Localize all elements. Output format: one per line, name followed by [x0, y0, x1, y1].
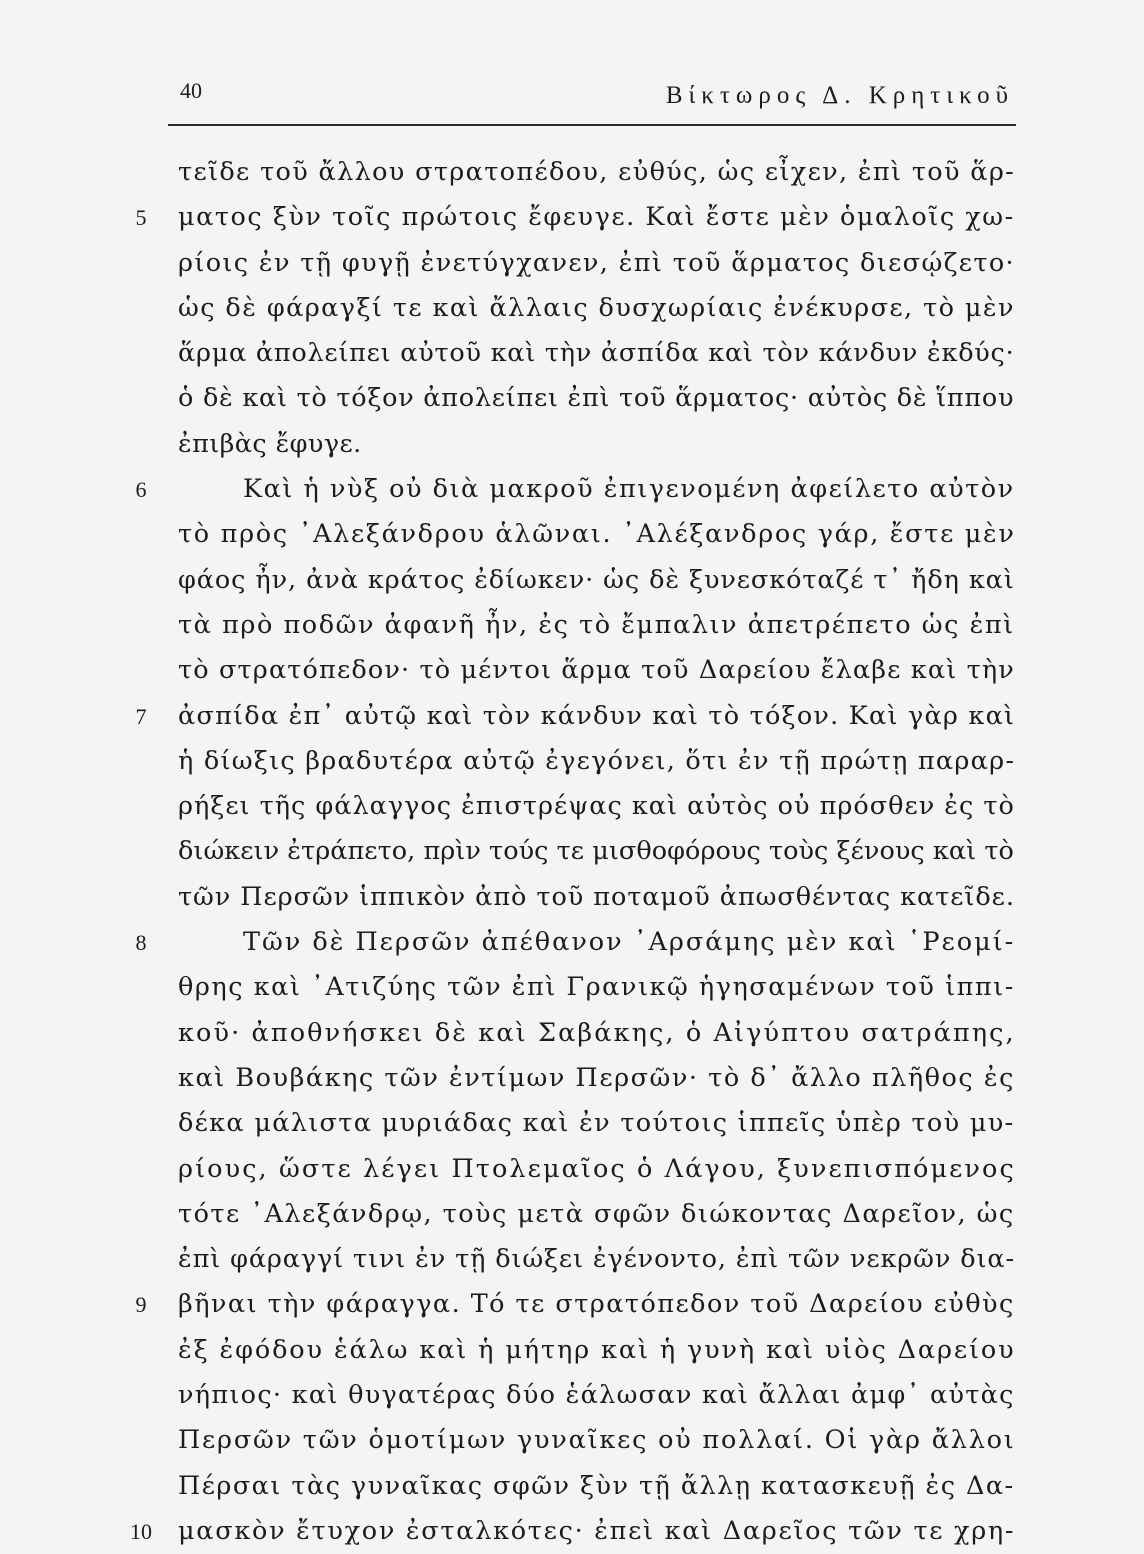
text-line — [128, 784, 1018, 829]
line-text: θρης καὶ ᾿Ατιζύης τῶν ἐπὶ Γρανικῷ ἡγησαμένων τοῦ ἱππι- — [178, 972, 1015, 1003]
text-line — [128, 150, 1018, 195]
line-text: ἀσπίδα ἐπ᾿ αὐτῷ καὶ τὸν κάνδυν καὶ τὸ τόξον. Καὶ γὰρ καὶ — [178, 700, 1016, 731]
section-number: 7 — [135, 703, 147, 729]
line-text: τὸ στρατόπεδον· τὸ μέντοι ἅρμα τοῦ Δαρείου ἔλαβε καὶ τὴν — [178, 655, 1015, 686]
line-text: Περσῶν τῶν ὁμοτίμων γυναῖκες οὐ πολλαί. Οἱ γὰρ ἄλλοι — [178, 1425, 1016, 1456]
text-line — [128, 1237, 1018, 1282]
text-line — [128, 694, 1018, 739]
text-line — [128, 1373, 1018, 1418]
line-text: καὶ Βουβάκης τῶν ἐντίμων Περσῶν· τὸ δ᾿ ἄλλο πλῆθος ἐς — [178, 1062, 1015, 1093]
line-text: ἐπιβὰς ἔφυγε. — [178, 428, 362, 459]
running-title: Βίκτωρος Δ. Κρητικοῦ — [665, 82, 1014, 109]
line-text: ἐξ ἐφόδου ἑάλω καὶ ἡ μήτηρ καὶ ἡ γυνὴ καὶ υἱὸς Δαρείου — [178, 1334, 1016, 1365]
text-body — [128, 150, 1018, 1554]
section-number: 5 — [135, 205, 147, 231]
line-text: ἐπὶ φάραγγί τινι ἐν τῇ διώξει ἐγένοντο, ἐπὶ τῶν νεκρῶν δια- — [178, 1244, 1015, 1275]
section-number: 9 — [135, 1292, 147, 1318]
line-text: ρήξει τῆς φάλαγγος ἐπιστρέψας καὶ αὐτὸς οὐ πρόσθεν ἐς τὸ — [178, 791, 1015, 822]
text-line — [128, 1147, 1018, 1192]
line-text: τὰ πρὸ ποδῶν ἀφανῆ ἦν, ἐς τὸ ἔμπαλιν ἀπετρέπετο ὡς ἐπὶ — [178, 609, 1015, 640]
text-line — [128, 422, 1018, 467]
line-text: τεῖδε τοῦ ἄλλου στρατοπέδου, εὐθύς, ὡς εἶχεν, ἐπὶ τοῦ ἅρ- — [178, 157, 1016, 187]
line-text: Καὶ ἡ νὺξ οὐ διὰ μακροῦ ἐπιγενομένη ἀφείλετο αὐτὸν — [243, 474, 1015, 505]
line-text: τότε ᾿Αλεξάνδρῳ, τοὺς μετὰ σφῶν διώκοντας Δαρεῖον, ὡς — [178, 1198, 1015, 1229]
section-number: 8 — [135, 930, 147, 956]
text-line — [128, 376, 1018, 421]
text-line — [128, 1101, 1018, 1146]
text-line — [128, 1282, 1018, 1327]
line-text: κοῦ· ἀποθνήσκει δὲ καὶ Σαβάκης, ὁ Αἰγύπτου σατράπης, — [178, 1017, 1016, 1048]
line-text: Τῶν δὲ Περσῶν ἀπέθανον ᾿Αρσάμης μὲν καὶ ῾Ρεομί- — [243, 927, 1016, 958]
text-line — [128, 195, 1018, 240]
text-line — [128, 512, 1018, 557]
line-text: ρίοις ἐν τῇ φυγῇ ἐνετύγχανεν, ἐπὶ τοῦ ἅρματος διεσῴζετο· — [178, 247, 1016, 278]
text-line — [128, 965, 1018, 1010]
line-text: ρίους, ὥστε λέγει Πτολεμαῖος ὁ Λάγου, ξυνεπισπόμενος — [178, 1153, 1016, 1184]
page-number: 40 — [180, 78, 202, 103]
line-text: Πέρσαι τὰς γυναῖκας σφῶν ξὺν τῇ ἄλλῃ κατασκευῇ ἐς Δα- — [178, 1470, 1015, 1501]
line-text: ἡ δίωξις βραδυτέρα αὐτῷ ἐγεγόνει, ὅτι ἐν τῇ πρώτῃ παραρ- — [178, 745, 1016, 776]
text-line — [128, 1011, 1018, 1056]
text-line — [128, 241, 1018, 286]
line-text: φάος ἦν, ἀνὰ κράτος ἐδίωκεν· ὡς δὲ ξυνεσκόταζέ τ᾿ ἤδη καὶ — [178, 564, 1015, 595]
section-number: 6 — [135, 477, 147, 503]
text-line — [128, 829, 1018, 874]
section-number: 10 — [130, 1518, 152, 1544]
line-text: τὸ πρὸς ᾿Αλεξάνδρου ἁλῶναι. ᾿Αλέξανδρος γάρ, ἔστε μὲν — [178, 519, 1016, 550]
line-text: δέκα μάλιστα μυριάδας καὶ ἐν τούτοις ἱππεῖς ὑπὲρ τοὺ μυ- — [178, 1108, 1015, 1139]
text-line — [128, 603, 1018, 648]
line-text: ὁ δὲ καὶ τὸ τόξον ἀπολείπει ἐπὶ τοῦ ἅρματος· αὐτὸς δὲ ἵππου — [178, 383, 1015, 414]
text-line — [128, 1056, 1018, 1101]
text-line — [128, 1464, 1018, 1509]
text-line — [128, 1418, 1018, 1463]
line-text: ὡς δὲ φάραγξί τε καὶ ἄλλαις δυσχωρίαις ἐνέκυρσε, τὸ μὲν — [178, 292, 1015, 323]
text-line — [128, 1192, 1018, 1237]
line-text: μασκὸν ἔτυχον ἐσταλκότες· ἐπεὶ καὶ Δαρεῖος τῶν τε χρη- — [178, 1515, 1016, 1546]
text-line — [128, 286, 1018, 331]
line-text: ματος ξὺν τοῖς πρώτοις ἔφευγε. Καὶ ἔστε μὲν ὁμαλοῖς χω- — [178, 202, 1015, 233]
text-line — [128, 467, 1018, 512]
text-line — [128, 920, 1018, 965]
page-header — [168, 74, 1016, 126]
text-line — [128, 1328, 1018, 1373]
text-line — [128, 648, 1018, 693]
line-text: τῶν Περσῶν ἱππικὸν ἀπὸ τοῦ ποταμοῦ ἀπωσθέντας κατεῖδε. — [178, 881, 1015, 912]
line-text: νήπιος· καὶ θυγατέρας δύο ἑάλωσαν καὶ ἄλλαι ἀμφ᾿ αὐτὰς — [178, 1380, 1015, 1411]
text-line — [128, 331, 1018, 376]
text-line — [128, 875, 1018, 920]
text-line — [128, 1509, 1018, 1554]
line-text: διώκειν ἐτράπετο, πρὶν τούς τε μισθοφόρους τοὺς ξένους καὶ τὸ — [178, 836, 1014, 867]
line-text: βῆναι τὴν φάραγγα. Τό τε στρατόπεδον τοῦ Δαρείου εὐθὺς — [178, 1289, 1015, 1320]
line-text: ἅρμα ἀπολείπει αὐτοῦ καὶ τὴν ἀσπίδα καὶ τὸν κάνδυν ἐκδύς· — [178, 338, 1015, 369]
text-line — [128, 739, 1018, 784]
text-line — [128, 558, 1018, 603]
